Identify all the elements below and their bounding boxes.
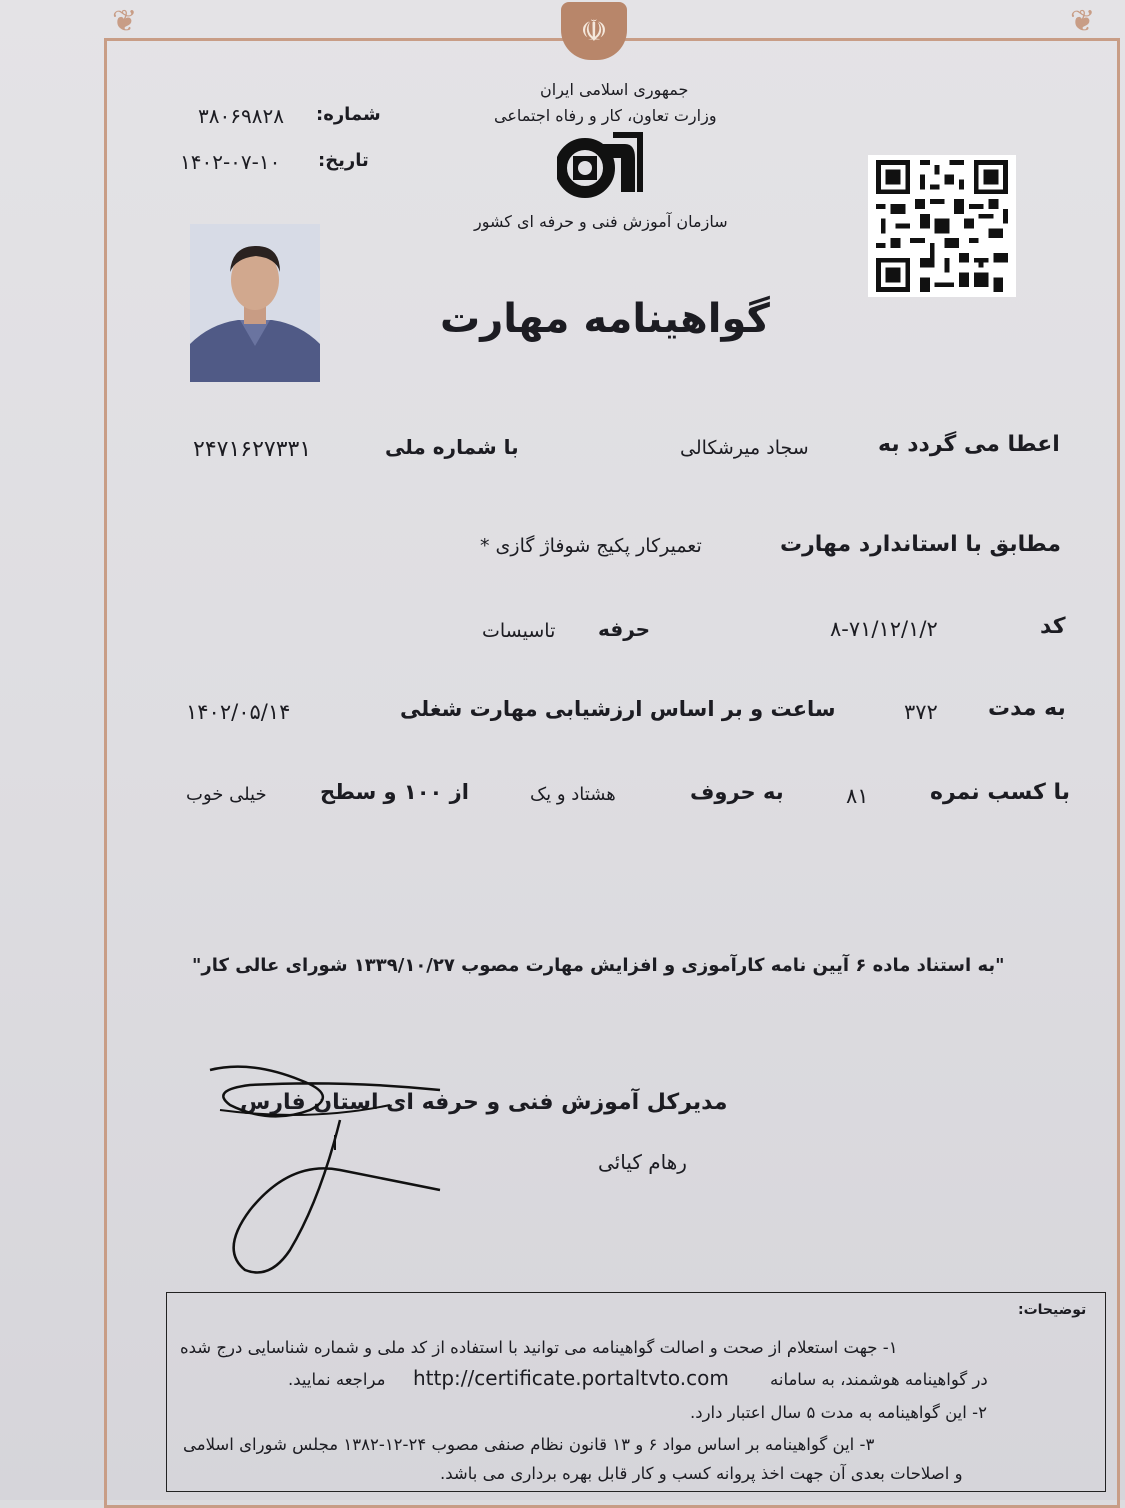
notes-heading: توضیحات: (1018, 1302, 1087, 1318)
standard-code: ۸-۷۱/۱۲/۱/۲ (830, 617, 938, 641)
tvto-logo-icon (557, 128, 647, 198)
signatory-title: مدیرکل آموزش فنی و حرفه ای استان فارس (240, 1090, 728, 1115)
note-line-4: ۳- این گواهینامه بر اساس مواد ۶ و ۱۳ قانون نظام صنفی مصوب ۲۴-۱۲-۱۳۸۲ مجلس شورای اسلامی (183, 1435, 875, 1454)
trade-value: تاسیسات (482, 620, 556, 642)
floral-ornament-left: ❦ (112, 4, 138, 39)
in-words-label: به حروف (690, 780, 784, 804)
number-label: شماره: (316, 104, 381, 125)
iran-emblem-icon: ☫ (561, 2, 627, 60)
standard-label: مطابق با استاندارد مهارت (780, 532, 1061, 557)
certificate-number: ۳۸۰۶۹۸۲۸ (198, 104, 284, 128)
code-label: کد (1040, 614, 1066, 639)
assessment-label: ساعت و بر اساس ارزشیابی مهارت شغلی (400, 697, 836, 721)
trade-label: حرفه (598, 617, 651, 641)
national-id: ۲۴۷۱۶۲۷۳۳۱ (193, 437, 312, 462)
handwritten-signature (190, 1050, 460, 1290)
notes-box (166, 1292, 1106, 1492)
organization-name: سازمان آموزش فنی و حرفه ای کشور (474, 212, 728, 231)
date-label: تاریخ: (318, 150, 369, 171)
awarded-to-label: اعطا می گردد به (878, 432, 1060, 457)
issue-date: ۱۴۰۲-۰۷-۱۰ (180, 150, 281, 174)
national-id-label: با شماره ملی (385, 435, 519, 459)
score-label: با کسب نمره (930, 780, 1070, 805)
level-value: خیلی خوب (186, 784, 267, 805)
out-of-label: از ۱۰۰ و سطح (320, 780, 469, 804)
note-line-2-part-1: در گواهینامه هوشمند، به سامانه (770, 1370, 988, 1389)
floral-ornament-right: ❦ (1070, 4, 1096, 39)
holder-name: سجاد میرشکالی (680, 437, 809, 459)
assessment-date: ۱۴۰۲/۰۵/۱۴ (186, 700, 291, 724)
score: ۸۱ (846, 784, 869, 808)
note-line-2-part-2: مراجعه نمایید. (288, 1370, 386, 1389)
signatory-name: رهام کیائی (598, 1150, 687, 1174)
certificate-title: گواهینامه مهارت (440, 296, 770, 342)
verification-url[interactable]: http://certificate.portaltvto.com (413, 1366, 729, 1390)
legal-basis: "به استناد ماده ۶ آیین نامه کارآموزی و افزایش مهارت مصوب ۱۳۳۹/۱۰/۲۷ شورای عالی کار" (192, 955, 1005, 976)
ministry-name: وزارت تعاون، کار و رفاه اجتماعی (494, 106, 717, 125)
country-name: جمهوری اسلامی ایران (540, 80, 689, 99)
qr-code (868, 155, 1016, 297)
holder-photo (190, 224, 320, 382)
note-line-1: ۱- جهت استعلام از صحت و اصالت گواهینامه می توانید با استفاده از کد ملی و شماره شناسایی درج شده (180, 1338, 898, 1357)
duration-hours: ۳۷۲ (904, 700, 938, 724)
duration-label: به مدت (988, 696, 1066, 721)
skill-standard: تعمیرکار پکیج شوفاژ گازی * (480, 535, 702, 557)
note-line-5: و اصلاحات بعدی آن جهت اخذ پروانه کسب و کار قابل بهره برداری می باشد. (440, 1464, 963, 1483)
note-line-3: ۲- این گواهینامه به مدت ۵ سال اعتبار دارد. (690, 1403, 987, 1422)
score-words: هشتاد و یک (530, 784, 616, 805)
